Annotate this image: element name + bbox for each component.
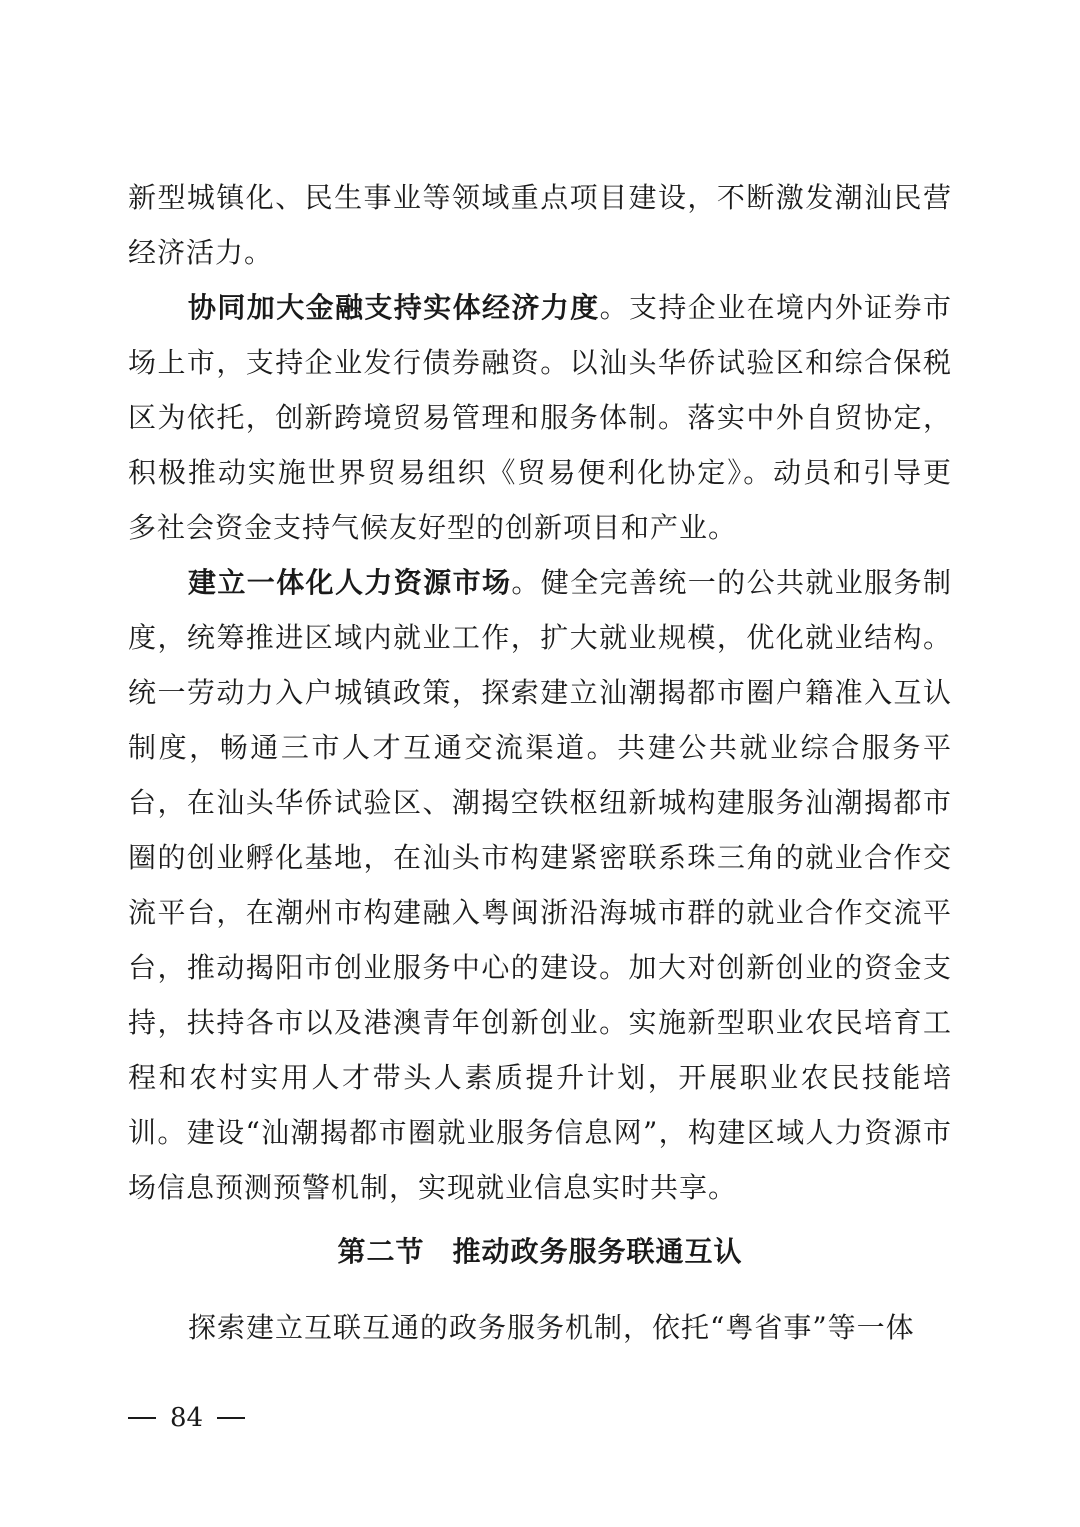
continuation-paragraph: 新型城镇化、民生事业等领域重点项目建设，不断激发潮汕民营经济活力。 xyxy=(128,181,952,269)
paragraph-lead: 协同加大金融支持实体经济力度 xyxy=(188,291,600,324)
dash-left xyxy=(128,1417,156,1419)
body-text xyxy=(128,170,952,1215)
paragraph-hr-market xyxy=(128,555,952,1215)
section-title: 推动政务服务联通互认 xyxy=(452,1235,743,1268)
page-footer xyxy=(128,1400,245,1436)
page-number: 84 xyxy=(170,1403,204,1433)
dash-right xyxy=(217,1417,245,1419)
section-number: 第二节 xyxy=(337,1235,425,1268)
paragraph-lead: 建立一体化人力资源市场 xyxy=(188,566,512,599)
paragraph-body: 。支持企业在境内外证券市场上市，支持企业发行债券融资。以汕头华侨试验区和综合保税区为依托，创新跨境贸易管理和服务体制。落实中外自贸协定，积极推动实施世界贸易组织《贸易便利化协定》。动员和引导更多社会资金支持气候友好型的创新项目和产业。 xyxy=(128,291,952,544)
final-paragraph: 探索建立互联互通的政务服务机制，依托“粤省事”等一体 xyxy=(188,1311,915,1344)
section-body-text xyxy=(128,1300,952,1355)
paragraph-finance xyxy=(128,280,952,555)
section-heading xyxy=(0,1232,1080,1272)
paragraph-body: 。健全完善统一的公共就业服务制度，统筹推进区域内就业工作，扩大就业规模，优化就业结构。统一劳动力入户城镇政策，探索建立汕潮揭都市圈户籍准入互认制度，畅通三市人才互通交流渠道。共建公共就业综合服务平台，在汕头华侨试验区、潮揭空铁枢纽新城构建服务汕潮揭都市圈的创业孵化基地，在汕头市构建紧密联系珠三角的就业合作交流平台，在潮州市构建融入粤闽浙沿海城市群的就业合作交流平台，推动揭阳市创业服务中心的建设。加大对创新创业的资金支持，扶持各市以及港澳青年创新创业。实施新型职业农民培育工程和农村实用人才带头人素质提升计划，开展职业农民技能培训。建设“汕潮揭都市圈就业服务信息网”，构建区域人力资源市场信息预测预警机制，实现就业信息实时共享。 xyxy=(128,566,952,1204)
